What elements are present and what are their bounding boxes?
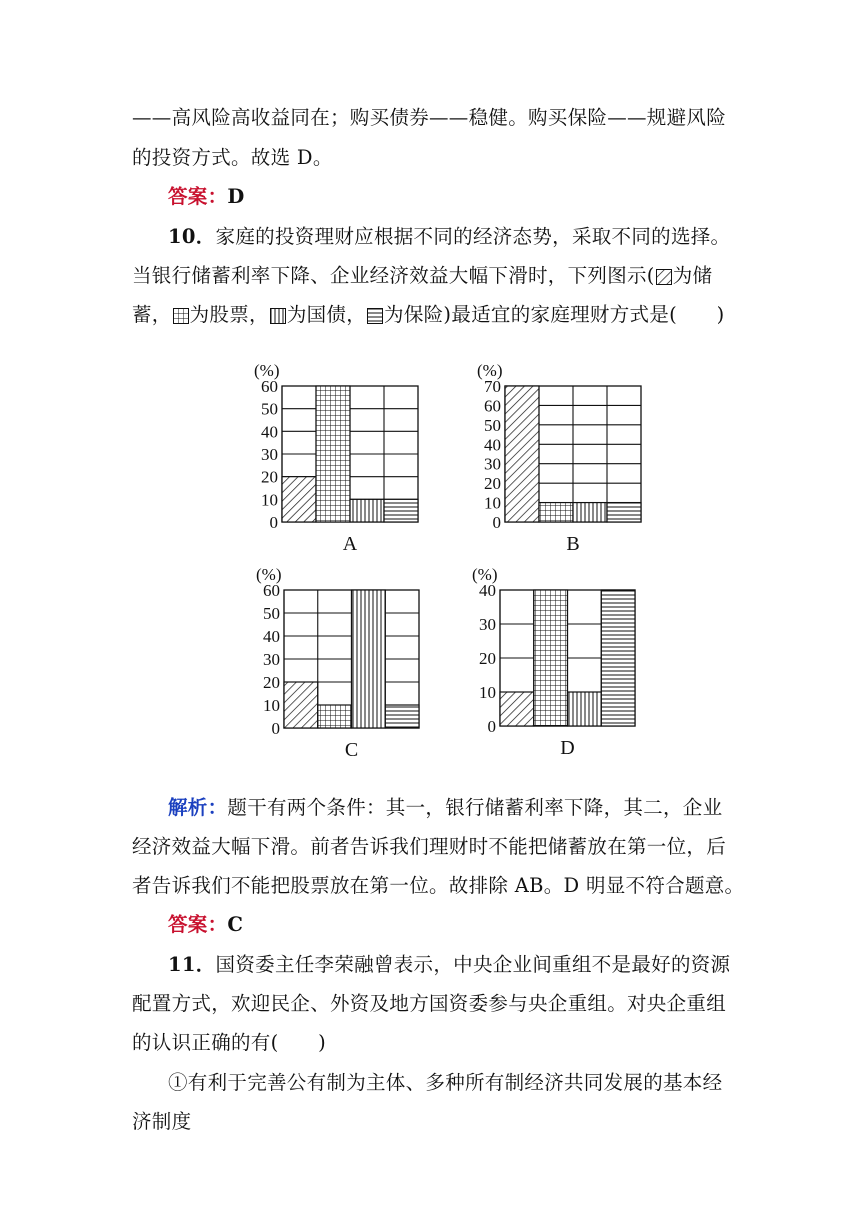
y-tick-label: 0	[487, 717, 496, 736]
y-unit-label: (%)	[477, 361, 503, 380]
question-number: 11．	[168, 953, 216, 976]
answer-9	[168, 185, 768, 209]
analysis-line3: 者告诉我们不能把股票放在第一位。故排除 AB。D 明显不符合题意。	[132, 874, 745, 897]
text-span: 题干有两个条件：其一，银行储蓄利率下降，其二，企业	[227, 796, 723, 819]
analysis-line1	[168, 796, 768, 820]
text-span: 为储	[672, 264, 713, 287]
savings-bar	[500, 692, 534, 726]
y-tick-label: 50	[263, 604, 280, 623]
y-unit-label: (%)	[256, 565, 282, 584]
y-tick-label: 40	[263, 627, 280, 646]
text-span: 为股票，	[189, 303, 269, 326]
insurance-bar	[384, 499, 418, 522]
chart-label: D	[560, 737, 575, 759]
y-tick-label: 30	[263, 650, 280, 669]
y-unit-label: (%)	[472, 565, 498, 584]
text-line: 的投资方式。故选 D。	[132, 146, 333, 169]
y-tick-label: 40	[484, 435, 501, 455]
y-tick-label: 20	[479, 649, 496, 668]
y-tick-label: 10	[484, 493, 501, 513]
savings-bar	[284, 682, 318, 728]
y-tick-label: 50	[261, 399, 278, 419]
answer-label: 答案：	[168, 185, 228, 208]
text-span: 为保险)最适宜的家庭理财方式是( )	[384, 303, 725, 326]
y-tick-label: 60	[263, 581, 280, 600]
y-tick-label: 0	[492, 513, 501, 532]
y-tick-label: 0	[269, 513, 278, 532]
y-tick-label: 30	[261, 445, 278, 464]
answer-label: 答案：	[168, 913, 228, 936]
y-tick-label: 10	[479, 683, 496, 702]
question-10-line3	[132, 303, 732, 327]
y-tick-label: 0	[271, 719, 280, 738]
question-11-line2: 配置方式，欢迎民企、外资及地方国资委参与央企重组。对央企重组	[132, 992, 727, 1015]
text-span: 家庭的投资理财应根据不同的经济态势，采取不同的选择。	[215, 225, 731, 248]
y-tick-label: 30	[484, 454, 501, 474]
stock-legend-icon	[173, 308, 189, 324]
bond-legend-icon	[270, 308, 286, 324]
y-tick-label: 70	[484, 377, 501, 396]
chart-label: A	[342, 533, 358, 555]
insurance-bar	[385, 705, 419, 728]
y-tick-label: 60	[484, 396, 501, 416]
insurance-bar	[607, 503, 641, 522]
question-11-line1	[168, 953, 768, 977]
y-tick-label: 10	[261, 490, 278, 510]
stock-bar	[316, 386, 350, 522]
y-tick-label: 40	[479, 581, 496, 600]
stock-bar	[534, 590, 568, 726]
y-tick-label: 60	[261, 377, 278, 396]
insurance-bar	[601, 590, 635, 726]
y-tick-label: 10	[263, 696, 280, 715]
y-tick-label: 20	[261, 467, 278, 487]
stock-bar	[318, 705, 352, 728]
answer-value: D	[227, 185, 245, 208]
question-10-line2	[132, 264, 732, 288]
text-span: 为国债，	[286, 303, 367, 326]
y-tick-label: 30	[479, 615, 496, 634]
text-span: 当银行储蓄利率下降、企业经济效益大幅下滑时，下列图示(	[132, 264, 655, 287]
stock-bar	[539, 503, 573, 522]
answer-value: C	[227, 913, 244, 936]
y-tick-label: 20	[263, 673, 280, 692]
text-span: 蓄，	[132, 303, 172, 326]
question-11-line3: 的认识正确的有( )	[132, 1031, 327, 1054]
savings-legend-icon	[656, 269, 672, 285]
y-tick-label: 40	[261, 422, 278, 442]
charts-figure	[0, 350, 860, 770]
option-1-line1: ①有利于完善公有制为主体、多种所有制经济共同发展的基本经	[168, 1071, 723, 1094]
bond-bar	[568, 692, 602, 726]
text-line: ——高风险高收益同在；购买债券——稳健。购买保险——规避风险	[132, 106, 726, 129]
text-span: 国资委主任李荣融曾表示，中央企业间重组不是最好的资源	[215, 953, 731, 976]
question-number: 10．	[168, 225, 216, 248]
answer-10	[168, 913, 768, 937]
option-1-line2: 济制度	[132, 1110, 192, 1133]
insurance-legend-icon	[367, 308, 383, 324]
bond-bar	[573, 503, 607, 522]
analysis-label: 解析：	[168, 796, 228, 819]
y-tick-label: 50	[484, 415, 501, 435]
bond-bar	[350, 499, 384, 522]
chart-label: B	[566, 533, 580, 555]
savings-bar	[505, 386, 539, 522]
savings-bar	[282, 477, 316, 522]
chart-label: C	[344, 739, 359, 761]
bond-bar	[352, 590, 386, 728]
analysis-line2: 经济效益大幅下滑。前者告诉我们理财时不能把储蓄放在第一位，后	[132, 835, 727, 858]
y-tick-label: 20	[484, 474, 501, 494]
question-10-line1	[168, 225, 768, 249]
y-unit-label: (%)	[254, 361, 280, 380]
